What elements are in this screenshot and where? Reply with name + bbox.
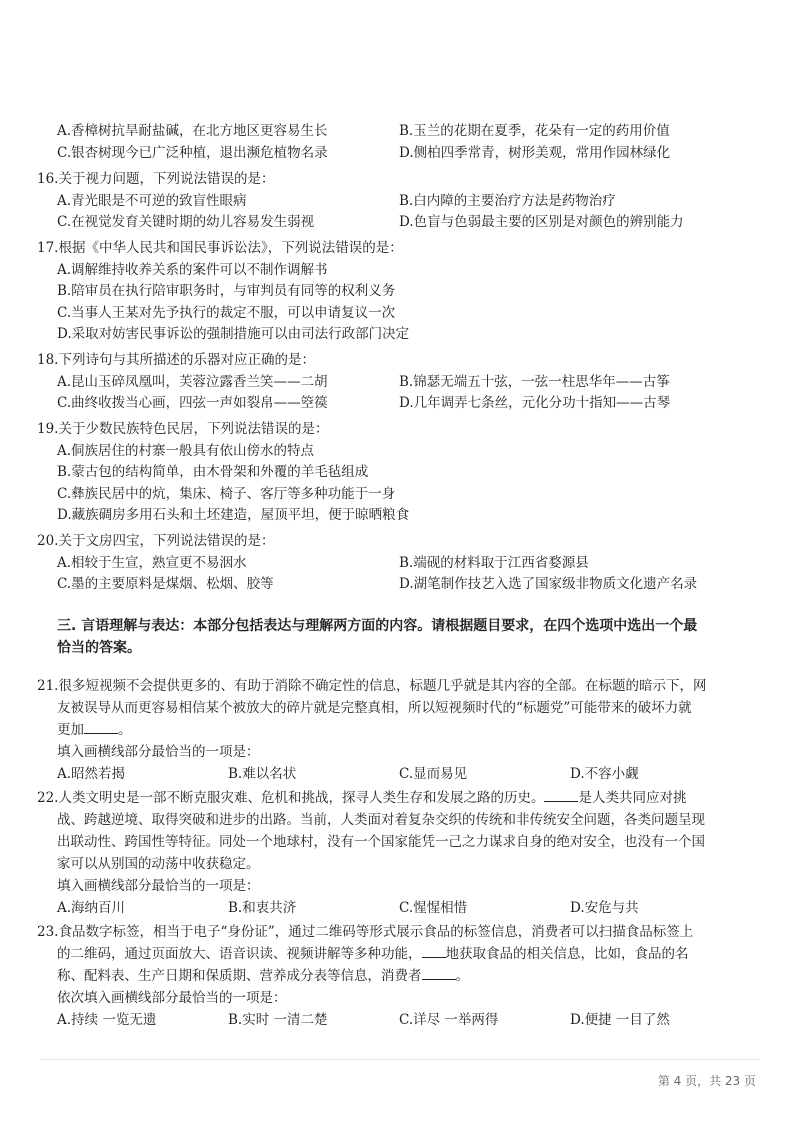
q16-option-c: C.在视觉发育关键时期的幼儿容易发生弱视 [57,214,315,230]
q16-option-a: A.青光眼是不可逆的致盲性眼病 [57,193,247,209]
q18-option-a: A.昆山玉碎凤凰叫，芙蓉泣露香兰笑——二胡 [57,374,328,390]
q19-stem: 19.关于少数民族特色民居，下列说法错误的是： [37,421,329,437]
q21-option-c: C.显而易见 [399,766,468,782]
q19-option-c: C.彝族民居中的炕，集床、椅子、客厅等多种功能于一身 [57,486,396,502]
q18-option-b: B.锦瑟无端五十弦，一弦一柱思华年——古筝 [399,374,670,390]
answer-blank [84,721,118,734]
q15-option-a: A.香樟树抗旱耐盐碱，在北方地区更容易生长 [57,123,328,139]
q22-text: 22.人类文明史是一部不断克服灾难、危机和挑战，探寻人类生存和发展之路的历史。 [37,790,545,806]
q22-text-cont: 是人类共同应对挑 [578,790,687,806]
section-heading-cont: 恰当的答案。 [57,640,141,656]
q23-text-cont: 地获取食品的相关信息，比如，食品的名 [445,946,689,962]
q21-prompt: 填入画横线部分最恰当的一项是： [57,744,260,760]
q20-option-d: D.湖笔制作技艺入选了国家级非物质文化遗产名录 [399,576,698,592]
q21-option-a: A.昭然若揭 [57,766,126,782]
q21-option-b: B.难以名状 [228,766,297,782]
q21-text-end: 。 [118,722,132,738]
q15-option-d: D.侧柏四季常青，树形美观，常用作园林绿化 [399,145,671,161]
q23-stem-line-3 [57,967,469,985]
answer-blank [422,945,446,958]
q15-option-c: C.银杏树现今已广泛种植，退出濒危植物名录 [57,145,328,161]
page-number: 第 4 页，共 23 页 [657,1074,756,1088]
q15-option-b: B.玉兰的花期在夏季，花朵有一定的药用价值 [399,123,670,139]
q17-option-c: C.当事人王某对先予执行的裁定不服，可以申请复议一次 [57,305,396,321]
q22-stem-line-1 [37,789,686,807]
q17-option-b: B.陪审员在执行陪审职务时，与审判员有同等的权利义务 [57,283,396,299]
q18-stem: 18.下列诗句与其所描述的乐器对应正确的是： [37,352,315,368]
q20-option-b: B.端砚的材料取于江西省婺源县 [399,555,589,571]
q23-option-a: A.持续 一览无遗 [57,1012,157,1028]
q23-prompt: 依次填入画横线部分最恰当的一项是： [57,990,287,1006]
q22-option-d: D.安危与共 [570,900,639,916]
q21-text: 更加 [57,722,84,738]
q18-option-d: D.几年调弄七条丝，元化分功十指知——古琴 [399,395,671,411]
q21-option-d: D.不容小觑 [570,766,639,782]
q19-option-d: D.藏族碉房多用石头和土坯建造，屋顶平坦，便于晾晒粮食 [57,507,410,523]
q22-option-c: C.惺惺相惜 [399,900,468,916]
q19-option-a: A.侗族居住的村寨一般具有依山傍水的特点 [57,443,315,459]
answer-blank [544,789,578,802]
q23-stem-line-1: 23.食品数字标签，相当于电子“身份证”，通过二维码等形式展示食品的标签信息，消费者可以扫描食品标签上 [37,924,694,940]
q21-stem-line-1: 21.很多短视频不会提供更多的、有助于消除不确定性的信息，标题几乎就是其内容的全部。在标题的暗示下，网 [37,678,707,694]
q20-option-c: C.墨的主要原料是煤烟、松烟、胶等 [57,576,274,592]
q23-text-2: 称、配料表、生产日期和保质期、营养成分表等信息，消费者 [57,968,422,984]
q18-option-c: C.曲终收拨当心画，四弦一声如裂帛——箜篌 [57,395,328,411]
section-heading: 三. 言语理解与表达：本部分包括表达与理解两方面的内容。请根据题目要求，在四个选项中选出一个最 [57,618,698,634]
footer-divider [40,1059,760,1060]
q23-option-d: D.便捷 一目了然 [570,1012,670,1028]
q23-stem-line-2 [57,945,689,963]
q16-option-b: B.白内障的主要治疗方法是药物治疗 [399,193,616,209]
q23-text: 的二维码，通过页面放大、语音识读、视频讲解等多种功能， [57,946,422,962]
q23-text-end: 。 [455,968,469,984]
q20-option-a: A.相较于生宣，熟宣更不易洇水 [57,555,247,571]
q16-stem: 16.关于视力问题，下列说法错误的是： [37,171,275,187]
q19-option-b: B.蒙古包的结构简单，由木骨架和外覆的羊毛毡组成 [57,464,369,480]
q22-option-a: A.海纳百川 [57,900,126,916]
q17-option-a: A.调解维持收养关系的案件可以不制作调解书 [57,262,328,278]
q16-option-d: D.色盲与色弱最主要的区别是对颜色的辨别能力 [399,214,684,230]
q20-stem: 20.关于文房四宝，下列说法错误的是： [37,533,275,549]
q22-prompt: 填入画横线部分最恰当的一项是： [57,878,260,894]
q21-stem-line-3 [57,721,132,739]
answer-blank [422,967,456,980]
q21-stem-line-2: 友被误导从而更容易相信某个被放大的碎片就是完整真相，所以短视频时代的“标题党”可能带来的破坏力就 [57,700,692,716]
q17-stem: 17.根据《中华人民共和国民事诉讼法》，下列说法错误的是： [37,240,403,256]
q22-stem-line-3: 出联动性、跨国性等特征。同处一个地球村，没有一个国家能凭一己之力谋求自身的绝对安全，也没有一个国 [57,834,705,850]
q23-option-b: B.实时 一清二楚 [228,1012,328,1028]
q17-option-d: D.采取对妨害民事诉讼的强制措施可以由司法行政部门决定 [57,326,410,342]
q22-option-b: B.和衷共济 [228,900,297,916]
q22-stem-line-2: 战、跨越逆境、取得突破和进步的出路。当前，人类面对着复杂交织的传统和非传统安全问题，各类问题呈现 [57,812,705,828]
q22-stem-line-4: 家可以从别国的动荡中收获稳定。 [57,856,260,872]
q23-option-c: C.详尽 一举两得 [399,1012,499,1028]
